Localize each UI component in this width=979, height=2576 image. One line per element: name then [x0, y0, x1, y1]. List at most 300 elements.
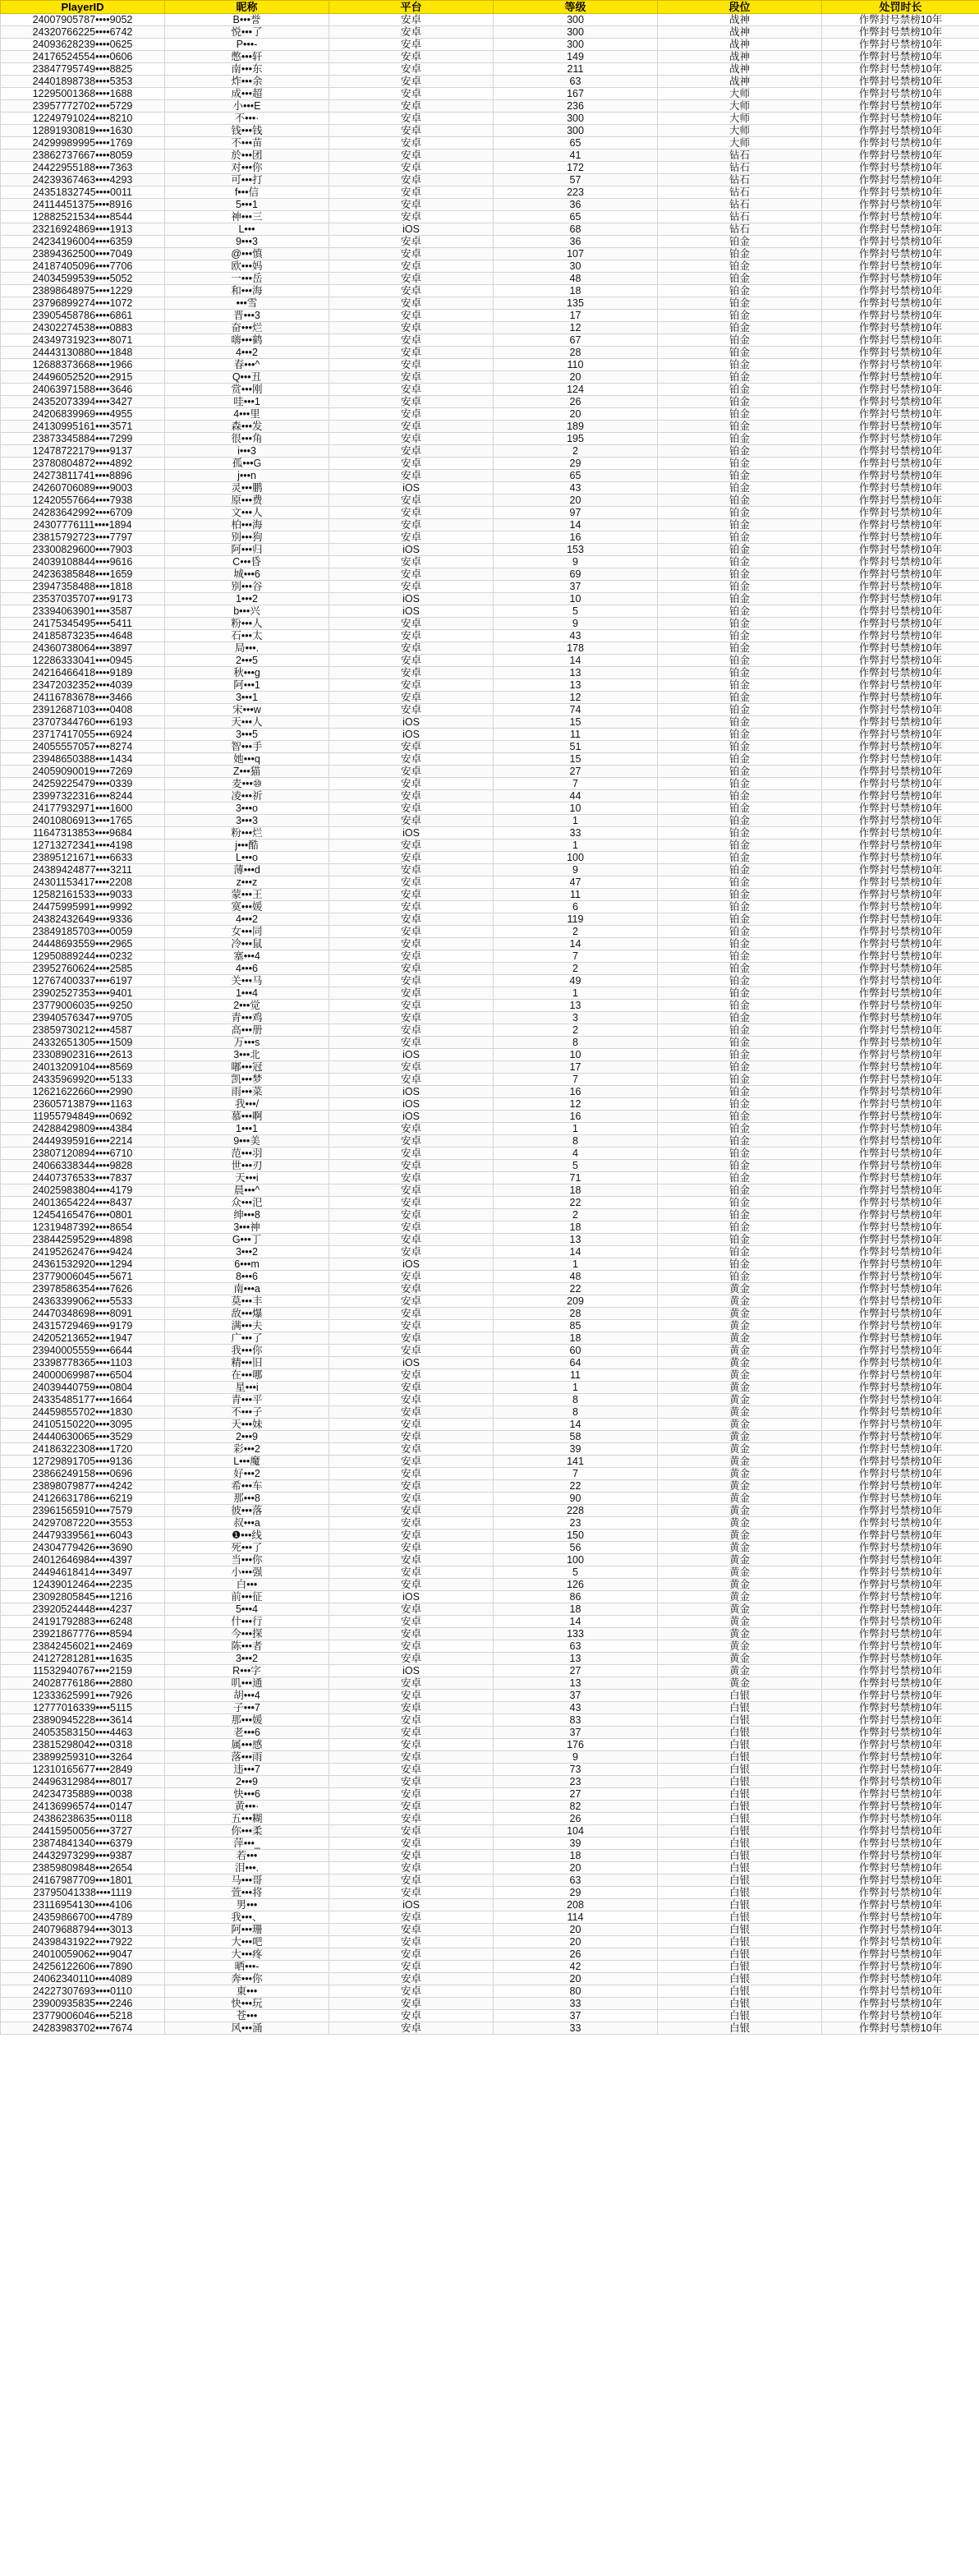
cell-rank: 白银 [658, 1973, 822, 1985]
cell-nickname: 和•••海 [165, 285, 329, 297]
cell-rank: 白银 [658, 1924, 822, 1936]
cell-nickname: 众•••汜 [165, 1197, 329, 1209]
cell-player-id: 23308902316••••2613 [1, 1049, 165, 1061]
cell-penalty: 作弊封号禁榜10年 [822, 1431, 979, 1443]
table-row [1, 568, 979, 581]
cell-level: 124 [494, 384, 658, 396]
cell-player-id: 12310165677••••2849 [1, 1764, 165, 1776]
cell-rank: 铂金 [658, 396, 822, 408]
cell-penalty: 作弊封号禁榜10年 [822, 125, 979, 137]
cell-nickname: 今•••探 [165, 1628, 329, 1640]
table-row [1, 1345, 979, 1357]
cell-nickname: 悦•••了 [165, 26, 329, 39]
cell-platform: 安卓 [329, 2022, 494, 2035]
cell-nickname: L••• [165, 223, 329, 236]
cell-rank: 钻石 [658, 150, 822, 162]
table-row [1, 667, 979, 679]
cell-platform: 安卓 [329, 753, 494, 766]
cell-nickname: 晋•••3 [165, 310, 329, 322]
cell-level: 69 [494, 568, 658, 581]
cell-penalty: 作弊封号禁榜10年 [822, 421, 979, 433]
cell-penalty: 作弊封号禁榜10年 [822, 950, 979, 963]
table-row [1, 1234, 979, 1246]
table-row [1, 1530, 979, 1542]
cell-nickname: @•••慎 [165, 248, 329, 260]
cell-player-id: 24386238635••••0118 [1, 1813, 165, 1825]
cell-penalty: 作弊封号禁榜10年 [822, 1838, 979, 1850]
cell-platform: 安卓 [329, 1838, 494, 1850]
cell-platform: iOS [329, 827, 494, 840]
cell-rank: 白银 [658, 1936, 822, 1948]
cell-level: 211 [494, 63, 658, 76]
cell-platform: iOS [329, 1899, 494, 1911]
cell-platform: 安卓 [329, 1148, 494, 1160]
cell-rank: 黄金 [658, 1628, 822, 1640]
cell-penalty: 作弊封号禁榜10年 [822, 1258, 979, 1271]
cell-rank: 黄金 [658, 1591, 822, 1603]
cell-rank: 黄金 [658, 1369, 822, 1382]
table-row [1, 864, 979, 876]
cell-level: 64 [494, 1357, 658, 1369]
cell-level: 44 [494, 790, 658, 803]
cell-penalty: 作弊封号禁榜10年 [822, 1874, 979, 1887]
table-row [1, 1566, 979, 1579]
cell-nickname: 她•••q [165, 753, 329, 766]
cell-player-id: 24283983702••••7674 [1, 2022, 165, 2035]
cell-level: 6 [494, 901, 658, 913]
cell-nickname: 局•••. [165, 642, 329, 655]
cell-platform: 安卓 [329, 1566, 494, 1579]
table-row [1, 211, 979, 223]
cell-player-id: 24335485177••••1664 [1, 1394, 165, 1406]
cell-nickname: 广•••了 [165, 1332, 329, 1345]
cell-penalty: 作弊封号禁榜10年 [822, 1197, 979, 1209]
cell-rank: 钻石 [658, 174, 822, 186]
cell-platform: 安卓 [329, 1517, 494, 1530]
cell-platform: 安卓 [329, 1973, 494, 1985]
cell-penalty: 作弊封号禁榜10年 [822, 913, 979, 926]
cell-rank: 铂金 [658, 803, 822, 815]
cell-platform: 安卓 [329, 1283, 494, 1295]
cell-player-id: 24239367463••••4293 [1, 174, 165, 186]
cell-platform: iOS [329, 1111, 494, 1123]
cell-penalty: 作弊封号禁榜10年 [822, 618, 979, 630]
table-row [1, 1086, 979, 1098]
cell-rank: 铂金 [658, 630, 822, 642]
cell-platform: 安卓 [329, 938, 494, 950]
cell-platform: 安卓 [329, 1850, 494, 1862]
cell-platform: 安卓 [329, 913, 494, 926]
cell-player-id: 23779006035••••9250 [1, 1000, 165, 1012]
cell-penalty: 作弊封号禁榜10年 [822, 729, 979, 741]
cell-penalty: 作弊封号禁榜10年 [822, 1677, 979, 1690]
table-row [1, 605, 979, 618]
cell-platform: 安卓 [329, 150, 494, 162]
table-row [1, 88, 979, 100]
cell-penalty: 作弊封号禁榜10年 [822, 1357, 979, 1369]
cell-player-id: 12333625991••••7926 [1, 1690, 165, 1702]
header-row [1, 1, 979, 14]
cell-level: 236 [494, 100, 658, 113]
cell-level: 11 [494, 729, 658, 741]
cell-penalty: 作弊封号禁榜10年 [822, 1566, 979, 1579]
cell-player-id: 24034599539••••5052 [1, 273, 165, 285]
cell-platform: 安卓 [329, 1924, 494, 1936]
cell-penalty: 作弊封号禁榜10年 [822, 938, 979, 950]
cell-rank: 黄金 [658, 1394, 822, 1406]
cell-penalty: 作弊封号禁榜10年 [822, 1899, 979, 1911]
cell-rank: 黄金 [658, 1542, 822, 1554]
cell-penalty: 作弊封号禁榜10年 [822, 531, 979, 544]
cell-player-id: 23815298042••••0318 [1, 1739, 165, 1751]
table-row [1, 1973, 979, 1985]
cell-nickname: 3•••3 [165, 815, 329, 827]
cell-player-id: 24332651305••••1509 [1, 1037, 165, 1049]
table-row [1, 1591, 979, 1603]
cell-penalty: 作弊封号禁榜10年 [822, 482, 979, 494]
table-row [1, 975, 979, 987]
table-row [1, 531, 979, 544]
cell-player-id: 23394063901••••3587 [1, 605, 165, 618]
cell-platform: 安卓 [329, 901, 494, 913]
cell-penalty: 作弊封号禁榜10年 [822, 1209, 979, 1221]
cell-rank: 白银 [658, 1714, 822, 1727]
header-player-id: PlayerID [1, 1, 165, 14]
cell-platform: 安卓 [329, 618, 494, 630]
cell-rank: 铂金 [658, 778, 822, 790]
cell-penalty: 作弊封号禁榜10年 [822, 137, 979, 150]
cell-player-id: 23605713879••••1163 [1, 1098, 165, 1111]
cell-nickname: 天•••妹 [165, 1419, 329, 1431]
cell-player-id: 24382432649••••9336 [1, 913, 165, 926]
cell-rank: 黄金 [658, 1554, 822, 1566]
cell-platform: 安卓 [329, 1603, 494, 1616]
cell-nickname: 4•••6 [165, 963, 329, 975]
cell-penalty: 作弊封号禁榜10年 [822, 1456, 979, 1468]
cell-penalty: 作弊封号禁榜10年 [822, 322, 979, 334]
cell-platform: 安卓 [329, 1345, 494, 1357]
cell-penalty: 作弊封号禁榜10年 [822, 1936, 979, 1948]
cell-nickname: 世•••刃 [165, 1160, 329, 1172]
table-row [1, 359, 979, 371]
cell-penalty: 作弊封号禁榜10年 [822, 1542, 979, 1554]
cell-level: 141 [494, 1456, 658, 1468]
cell-platform: 安卓 [329, 285, 494, 297]
table-row [1, 1690, 979, 1702]
cell-player-id: 24432973299••••9387 [1, 1850, 165, 1862]
cell-player-id: 23905458786••••6861 [1, 310, 165, 322]
table-row [1, 815, 979, 827]
cell-level: 172 [494, 162, 658, 174]
cell-platform: 安卓 [329, 14, 494, 26]
table-row [1, 716, 979, 729]
cell-penalty: 作弊封号禁榜10年 [822, 1049, 979, 1061]
cell-player-id: 12582161533••••9033 [1, 889, 165, 901]
cell-level: 48 [494, 273, 658, 285]
cell-penalty: 作弊封号禁榜10年 [822, 260, 979, 273]
cell-nickname: 老•••6 [165, 1727, 329, 1739]
cell-rank: 铂金 [658, 470, 822, 482]
cell-player-id: 12420557664••••7938 [1, 494, 165, 507]
cell-penalty: 作弊封号禁榜10年 [822, 1443, 979, 1456]
cell-level: 2 [494, 963, 658, 975]
cell-level: 12 [494, 692, 658, 704]
table-row [1, 347, 979, 359]
cell-nickname: Q•••丑 [165, 371, 329, 384]
cell-level: 49 [494, 975, 658, 987]
cell-platform: 安卓 [329, 692, 494, 704]
cell-player-id: 24176524554••••0606 [1, 51, 165, 63]
cell-player-id: 24299989995••••1769 [1, 137, 165, 150]
table-row [1, 1098, 979, 1111]
cell-level: 228 [494, 1505, 658, 1517]
cell-platform: 安卓 [329, 1825, 494, 1838]
cell-level: 23 [494, 1776, 658, 1788]
cell-player-id: 23948650388••••1434 [1, 753, 165, 766]
cell-rank: 白银 [658, 1911, 822, 1924]
cell-nickname: 希•••车 [165, 1480, 329, 1493]
cell-level: 67 [494, 334, 658, 347]
cell-player-id: 24010059062••••9047 [1, 1948, 165, 1961]
cell-platform: 安卓 [329, 1505, 494, 1517]
table-row [1, 371, 979, 384]
cell-platform: 安卓 [329, 334, 494, 347]
cell-player-id: 23859809848••••2654 [1, 1862, 165, 1874]
cell-nickname: 高•••册 [165, 1024, 329, 1037]
cell-platform: 安卓 [329, 815, 494, 827]
cell-penalty: 作弊封号禁榜10年 [822, 1148, 979, 1160]
cell-level: 300 [494, 113, 658, 125]
cell-platform: 安卓 [329, 1443, 494, 1456]
cell-nickname: 范•••羽 [165, 1148, 329, 1160]
table-row [1, 408, 979, 421]
cell-penalty: 作弊封号禁榜10年 [822, 692, 979, 704]
table-row [1, 852, 979, 864]
cell-rank: 铂金 [658, 1049, 822, 1061]
table-row [1, 1948, 979, 1961]
cell-platform: 安卓 [329, 1332, 494, 1345]
cell-nickname: 凯•••梦 [165, 1074, 329, 1086]
cell-nickname: 很•••角 [165, 433, 329, 445]
cell-penalty: 作弊封号禁榜10年 [822, 384, 979, 396]
cell-player-id: 24013209104••••8569 [1, 1061, 165, 1074]
table-row [1, 876, 979, 889]
cell-platform: 安卓 [329, 655, 494, 667]
cell-player-id: 12713272341••••4198 [1, 840, 165, 852]
cell-platform: 安卓 [329, 963, 494, 975]
cell-penalty: 作弊封号禁榜10年 [822, 1246, 979, 1258]
table-row [1, 593, 979, 605]
cell-nickname: 那•••8 [165, 1493, 329, 1505]
cell-nickname: 東••• [165, 1985, 329, 1998]
cell-level: 300 [494, 26, 658, 39]
cell-rank: 白银 [658, 1862, 822, 1874]
table-row [1, 1505, 979, 1517]
cell-penalty: 作弊封号禁榜10年 [822, 186, 979, 199]
cell-player-id: 24105150220••••3095 [1, 1419, 165, 1431]
cell-platform: 安卓 [329, 310, 494, 322]
cell-nickname: 叔•••a [165, 1517, 329, 1530]
table-row [1, 901, 979, 913]
cell-player-id: 12249791024••••8210 [1, 113, 165, 125]
cell-rank: 铂金 [658, 273, 822, 285]
cell-penalty: 作弊封号禁榜10年 [822, 507, 979, 519]
cell-nickname: Z•••猫 [165, 766, 329, 778]
cell-platform: 安卓 [329, 174, 494, 186]
cell-rank: 黄金 [658, 1468, 822, 1480]
cell-level: 110 [494, 359, 658, 371]
cell-penalty: 作弊封号禁榜10年 [822, 901, 979, 913]
cell-penalty: 作弊封号禁榜10年 [822, 162, 979, 174]
cell-level: 22 [494, 1197, 658, 1209]
cell-level: 73 [494, 1764, 658, 1776]
cell-penalty: 作弊封号禁榜10年 [822, 14, 979, 26]
cell-platform: 安卓 [329, 125, 494, 137]
cell-nickname: •••雪 [165, 297, 329, 310]
cell-rank: 铂金 [658, 347, 822, 359]
cell-rank: 铂金 [658, 729, 822, 741]
cell-player-id: 23859730212••••4587 [1, 1024, 165, 1037]
cell-level: 4 [494, 1148, 658, 1160]
cell-player-id: 24459855702••••1830 [1, 1406, 165, 1419]
cell-level: 5 [494, 1566, 658, 1579]
table-row [1, 938, 979, 950]
table-row [1, 1049, 979, 1061]
cell-player-id: 24039108844••••9616 [1, 556, 165, 568]
cell-level: 8 [494, 1135, 658, 1148]
cell-platform: 安卓 [329, 39, 494, 51]
cell-platform: 安卓 [329, 568, 494, 581]
cell-level: 300 [494, 125, 658, 137]
cell-nickname: 3•••1 [165, 692, 329, 704]
cell-rank: 白银 [658, 1690, 822, 1702]
cell-nickname: 憋•••轩 [165, 51, 329, 63]
cell-rank: 白银 [658, 1838, 822, 1850]
cell-penalty: 作弊封号禁榜10年 [822, 1493, 979, 1505]
cell-nickname: 於•••团 [165, 150, 329, 162]
cell-level: 22 [494, 1480, 658, 1493]
table-header [1, 1, 979, 14]
cell-player-id: 24494618414••••3497 [1, 1566, 165, 1579]
cell-penalty: 作弊封号禁榜10年 [822, 679, 979, 692]
cell-level: 13 [494, 667, 658, 679]
cell-platform: iOS [329, 729, 494, 741]
cell-level: 37 [494, 2010, 658, 2022]
table-row [1, 322, 979, 334]
cell-platform: 安卓 [329, 236, 494, 248]
cell-player-id: 12621622660••••2990 [1, 1086, 165, 1098]
cell-penalty: 作弊封号禁榜10年 [822, 864, 979, 876]
cell-platform: 安卓 [329, 1209, 494, 1221]
cell-penalty: 作弊封号禁榜10年 [822, 2022, 979, 2035]
cell-rank: 铂金 [658, 692, 822, 704]
cell-nickname: 满•••夫 [165, 1320, 329, 1332]
cell-nickname: j•••酷 [165, 840, 329, 852]
cell-nickname: 粉•••人 [165, 618, 329, 630]
cell-level: 10 [494, 1049, 658, 1061]
cell-level: 23 [494, 1517, 658, 1530]
cell-nickname: 前•••征 [165, 1591, 329, 1603]
cell-nickname: ❶•••线 [165, 1530, 329, 1542]
cell-rank: 铂金 [658, 556, 822, 568]
cell-nickname: 9•••3 [165, 236, 329, 248]
cell-platform: 安卓 [329, 1579, 494, 1591]
cell-platform: 安卓 [329, 88, 494, 100]
header-penalty: 处罚时长 [822, 1, 979, 14]
cell-nickname: 小•••E [165, 100, 329, 113]
cell-penalty: 作弊封号禁榜10年 [822, 1961, 979, 1973]
cell-level: 16 [494, 1111, 658, 1123]
cell-level: 58 [494, 1431, 658, 1443]
cell-level: 97 [494, 507, 658, 519]
cell-platform: iOS [329, 605, 494, 618]
table-row [1, 150, 979, 162]
cell-player-id: 24304779426••••3690 [1, 1542, 165, 1554]
cell-platform: 安卓 [329, 803, 494, 815]
cell-level: 2 [494, 1024, 658, 1037]
table-row [1, 1517, 979, 1530]
cell-player-id: 23847795749••••8825 [1, 63, 165, 76]
cell-player-id: 24000069987••••6504 [1, 1369, 165, 1382]
cell-rank: 铂金 [658, 766, 822, 778]
table-row [1, 1493, 979, 1505]
cell-penalty: 作弊封号禁榜10年 [822, 39, 979, 51]
cell-rank: 铂金 [658, 236, 822, 248]
cell-level: 85 [494, 1320, 658, 1332]
cell-rank: 钻石 [658, 199, 822, 211]
header-platform: 平台 [329, 1, 494, 14]
cell-platform: 安卓 [329, 1677, 494, 1690]
cell-rank: 铂金 [658, 248, 822, 260]
table-row [1, 273, 979, 285]
cell-rank: 铂金 [658, 371, 822, 384]
cell-nickname: 什•••行 [165, 1616, 329, 1628]
table-row [1, 1123, 979, 1135]
cell-penalty: 作弊封号禁榜10年 [822, 1653, 979, 1665]
cell-nickname: 阿•••珊 [165, 1924, 329, 1936]
table-row [1, 950, 979, 963]
table-row [1, 384, 979, 396]
cell-platform: 安卓 [329, 1628, 494, 1640]
table-row [1, 334, 979, 347]
cell-player-id: 23795041338••••1119 [1, 1887, 165, 1899]
cell-rank: 铂金 [658, 568, 822, 581]
cell-nickname: 不•••苗 [165, 137, 329, 150]
cell-player-id: 24260706089••••9003 [1, 482, 165, 494]
cell-level: 153 [494, 544, 658, 556]
table-row [1, 1221, 979, 1234]
table-row [1, 1037, 979, 1049]
cell-penalty: 作弊封号禁榜10年 [822, 285, 979, 297]
cell-level: 20 [494, 1936, 658, 1948]
cell-penalty: 作弊封号禁榜10年 [822, 581, 979, 593]
cell-level: 189 [494, 421, 658, 433]
cell-penalty: 作弊封号禁榜10年 [822, 1702, 979, 1714]
cell-rank: 白银 [658, 1801, 822, 1813]
cell-nickname: 不•••子 [165, 1406, 329, 1419]
cell-platform: 安卓 [329, 876, 494, 889]
cell-platform: 安卓 [329, 199, 494, 211]
cell-rank: 铂金 [658, 445, 822, 458]
cell-rank: 铂金 [658, 1024, 822, 1037]
cell-penalty: 作弊封号禁榜10年 [822, 852, 979, 864]
cell-level: 107 [494, 248, 658, 260]
cell-nickname: G•••丁 [165, 1234, 329, 1246]
cell-penalty: 作弊封号禁榜10年 [822, 26, 979, 39]
cell-rank: 铂金 [658, 1148, 822, 1160]
cell-level: 14 [494, 1616, 658, 1628]
cell-player-id: 12891930819••••1630 [1, 125, 165, 137]
